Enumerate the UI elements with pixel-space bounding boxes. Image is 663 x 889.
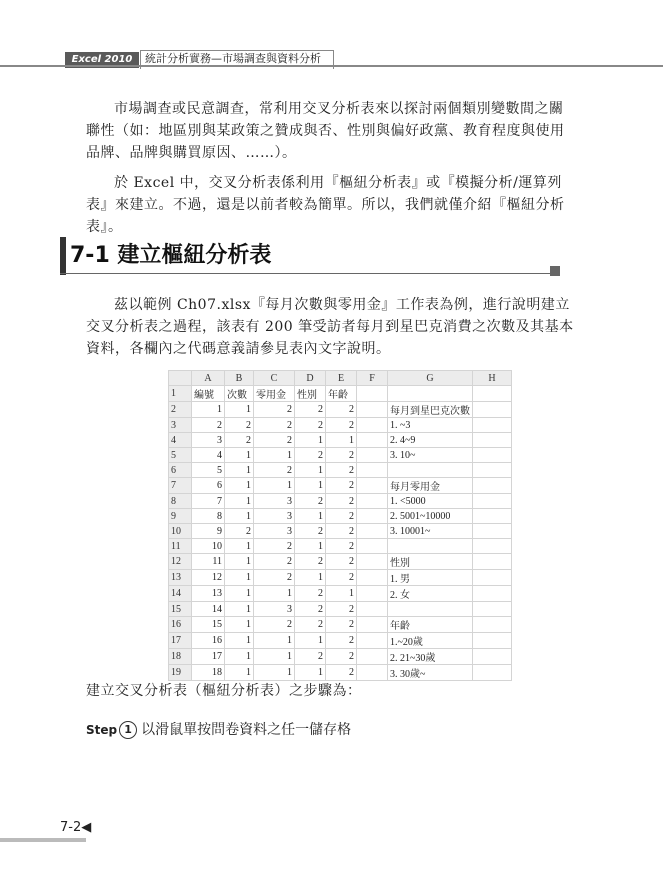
table-cell bbox=[357, 539, 388, 554]
table-cell bbox=[357, 402, 388, 418]
table-cell bbox=[357, 418, 388, 433]
table-cell: 6 bbox=[192, 478, 225, 494]
table-cell bbox=[388, 463, 473, 478]
table-cell bbox=[473, 509, 512, 524]
table-cell: 2 bbox=[254, 463, 295, 478]
table-cell bbox=[473, 554, 512, 570]
table-cell: 2 bbox=[295, 554, 326, 570]
section-title: 7-1 建立樞紐分析表 bbox=[70, 243, 272, 268]
table-cell: 2 bbox=[326, 448, 357, 463]
table-cell: 1 bbox=[225, 602, 254, 617]
table-cell bbox=[357, 509, 388, 524]
table-cell: 2. 4~9 bbox=[388, 433, 473, 448]
table-row bbox=[169, 478, 512, 494]
row-header: 7 bbox=[169, 478, 192, 494]
book-title: 統計分析實務—市場調查與資料分析 bbox=[145, 52, 321, 65]
table-cell: 2 bbox=[326, 665, 357, 681]
table-cell: 2 bbox=[326, 524, 357, 539]
row-header: 17 bbox=[169, 633, 192, 649]
table-row bbox=[169, 586, 512, 602]
row-header: 15 bbox=[169, 602, 192, 617]
method-paragraph: 於 Excel 中，交叉分析表係利用『樞紐分析表』或『模擬分析/運算列表』來建立。不過，還是以前者較為簡單。所以，我們就僅介紹『樞紐分析表』。 bbox=[86, 175, 565, 235]
table-cell bbox=[357, 554, 388, 570]
column-header: E bbox=[326, 371, 357, 386]
select-all-corner bbox=[169, 371, 192, 386]
table-cell bbox=[473, 524, 512, 539]
table-row bbox=[169, 524, 512, 539]
table-cell: 3. 10001~ bbox=[388, 524, 473, 539]
table-cell: 1 bbox=[225, 586, 254, 602]
row-header: 12 bbox=[169, 554, 192, 570]
table-cell: 18 bbox=[192, 665, 225, 681]
table-cell: 1.~20歲 bbox=[388, 633, 473, 649]
table-cell: 16 bbox=[192, 633, 225, 649]
table-cell bbox=[473, 633, 512, 649]
table-cell bbox=[473, 433, 512, 448]
table-cell: 2 bbox=[326, 494, 357, 509]
table-cell: 2 bbox=[225, 524, 254, 539]
table-cell: 年齡 bbox=[388, 617, 473, 633]
table-cell: 性別 bbox=[295, 386, 326, 402]
table-cell: 2 bbox=[326, 570, 357, 586]
table-cell: 2 bbox=[326, 649, 357, 665]
table-cell: 3 bbox=[192, 433, 225, 448]
table-cell: 1 bbox=[254, 665, 295, 681]
table-row bbox=[169, 494, 512, 509]
step-number-icon: 1 bbox=[119, 721, 137, 739]
row-header: 3 bbox=[169, 418, 192, 433]
table-cell: 2 bbox=[295, 649, 326, 665]
table-cell: 17 bbox=[192, 649, 225, 665]
table-cell: 1 bbox=[254, 478, 295, 494]
table-cell: 1 bbox=[295, 509, 326, 524]
table-cell: 1 bbox=[225, 478, 254, 494]
table-cell: 9 bbox=[192, 524, 225, 539]
table-cell bbox=[473, 478, 512, 494]
step-text: 以滑鼠單按問卷資料之任一儲存格 bbox=[141, 722, 352, 738]
book-series-badge: Excel 2010 bbox=[65, 52, 139, 68]
row-header: 1 bbox=[169, 386, 192, 402]
column-header: B bbox=[225, 371, 254, 386]
table-cell bbox=[473, 402, 512, 418]
table-cell: 2 bbox=[326, 602, 357, 617]
table-cell: 2 bbox=[326, 633, 357, 649]
table-cell bbox=[357, 633, 388, 649]
table-cell: 2 bbox=[254, 570, 295, 586]
page-arrow-icon: ◀ bbox=[81, 820, 92, 835]
table-cell: 1 bbox=[295, 570, 326, 586]
table-row bbox=[169, 448, 512, 463]
spreadsheet-screenshot bbox=[168, 370, 512, 681]
table-cell: 1 bbox=[254, 448, 295, 463]
row-header: 4 bbox=[169, 433, 192, 448]
table-row bbox=[169, 554, 512, 570]
table-cell bbox=[357, 649, 388, 665]
table-cell: 2 bbox=[295, 448, 326, 463]
table-cell: 4 bbox=[192, 448, 225, 463]
table-cell: 2 bbox=[295, 402, 326, 418]
table-cell: 2 bbox=[295, 586, 326, 602]
table-cell: 1 bbox=[254, 586, 295, 602]
table-cell: 2 bbox=[254, 554, 295, 570]
table-cell: 1 bbox=[295, 463, 326, 478]
table-row bbox=[169, 539, 512, 554]
table-cell: 1. 男 bbox=[388, 570, 473, 586]
table-cell: 3. 30歲~ bbox=[388, 665, 473, 681]
table-cell: 每月到星巴克次數 bbox=[388, 402, 473, 418]
column-header-row bbox=[169, 371, 512, 386]
table-cell: 1 bbox=[225, 539, 254, 554]
table-row bbox=[169, 649, 512, 665]
table-cell: 1 bbox=[254, 649, 295, 665]
table-cell bbox=[473, 586, 512, 602]
table-cell: 2. 21~30歲 bbox=[388, 649, 473, 665]
table-cell: 1 bbox=[225, 649, 254, 665]
table-cell bbox=[357, 433, 388, 448]
table-cell bbox=[473, 617, 512, 633]
table-cell: 1 bbox=[295, 633, 326, 649]
table-cell bbox=[357, 617, 388, 633]
table-cell: 3 bbox=[254, 524, 295, 539]
table-cell bbox=[357, 524, 388, 539]
table-cell: 3. 10~ bbox=[388, 448, 473, 463]
table-cell bbox=[473, 386, 512, 402]
section-marker bbox=[60, 237, 66, 275]
table-cell: 1 bbox=[295, 665, 326, 681]
section-rule bbox=[60, 273, 550, 274]
row-header: 9 bbox=[169, 509, 192, 524]
table-cell: 1 bbox=[225, 617, 254, 633]
table-cell: 2 bbox=[326, 539, 357, 554]
table-row bbox=[169, 402, 512, 418]
table-cell: 1 bbox=[225, 494, 254, 509]
row-header: 2 bbox=[169, 402, 192, 418]
column-header: D bbox=[295, 371, 326, 386]
table-cell: 2 bbox=[326, 418, 357, 433]
table-cell bbox=[473, 649, 512, 665]
table-cell: 3 bbox=[254, 494, 295, 509]
intro-paragraph: 市場調查或民意調查，常利用交叉分析表來以探討兩個類別變數間之關聯性（如：地區別與某政策之贊成與否、性別與偏好政黨、教育程度與使用品牌、品牌與購買原因、……）。 bbox=[86, 101, 565, 161]
row-header: 16 bbox=[169, 617, 192, 633]
table-row bbox=[169, 602, 512, 617]
table-cell: 7 bbox=[192, 494, 225, 509]
table-cell: 3 bbox=[254, 602, 295, 617]
table-cell bbox=[388, 386, 473, 402]
table-cell: 1 bbox=[225, 509, 254, 524]
table-cell: 年齡 bbox=[326, 386, 357, 402]
table-cell bbox=[473, 494, 512, 509]
column-header: G bbox=[388, 371, 473, 386]
table-cell bbox=[357, 386, 388, 402]
table-cell bbox=[473, 602, 512, 617]
table-cell: 1 bbox=[295, 478, 326, 494]
row-header: 14 bbox=[169, 586, 192, 602]
table-cell: 2 bbox=[254, 539, 295, 554]
table-cell: 1 bbox=[225, 665, 254, 681]
table-cell: 2 bbox=[295, 617, 326, 633]
table-cell: 2 bbox=[326, 509, 357, 524]
table-cell: 1 bbox=[192, 402, 225, 418]
table-cell bbox=[473, 448, 512, 463]
table-row bbox=[169, 418, 512, 433]
table-cell bbox=[473, 665, 512, 681]
table-cell: 14 bbox=[192, 602, 225, 617]
page-number: 7-2◀ bbox=[60, 820, 92, 835]
table-cell: 2 bbox=[225, 418, 254, 433]
table-cell: 1. <5000 bbox=[388, 494, 473, 509]
table-cell: 10 bbox=[192, 539, 225, 554]
table-row bbox=[169, 633, 512, 649]
table-cell: 11 bbox=[192, 554, 225, 570]
table-cell: 2 bbox=[254, 433, 295, 448]
table-row bbox=[169, 386, 512, 402]
table-row bbox=[169, 463, 512, 478]
table-cell bbox=[473, 418, 512, 433]
table-cell: 2 bbox=[326, 617, 357, 633]
table-cell: 2 bbox=[192, 418, 225, 433]
row-header: 13 bbox=[169, 570, 192, 586]
table-cell: 2 bbox=[326, 402, 357, 418]
step-label: Step bbox=[86, 723, 118, 737]
table-cell bbox=[357, 586, 388, 602]
column-header: H bbox=[473, 371, 512, 386]
table-cell: 2. 女 bbox=[388, 586, 473, 602]
table-cell: 1 bbox=[225, 463, 254, 478]
table-cell bbox=[357, 478, 388, 494]
table-cell bbox=[388, 539, 473, 554]
table-cell: 零用金 bbox=[254, 386, 295, 402]
table-cell: 12 bbox=[192, 570, 225, 586]
table-row bbox=[169, 509, 512, 524]
table-cell: 1 bbox=[225, 554, 254, 570]
table-cell: 1 bbox=[225, 633, 254, 649]
table-cell: 1 bbox=[326, 433, 357, 448]
table-cell bbox=[357, 602, 388, 617]
table-cell: 1. ~3 bbox=[388, 418, 473, 433]
table-cell: 2 bbox=[326, 478, 357, 494]
table-cell: 性別 bbox=[388, 554, 473, 570]
column-header: A bbox=[192, 371, 225, 386]
table-cell: 5 bbox=[192, 463, 225, 478]
table-cell: 2 bbox=[225, 433, 254, 448]
table-cell: 2 bbox=[254, 418, 295, 433]
table-cell bbox=[357, 494, 388, 509]
table-row bbox=[169, 617, 512, 633]
table-cell: 2 bbox=[295, 524, 326, 539]
table-cell: 2 bbox=[326, 554, 357, 570]
row-header: 18 bbox=[169, 649, 192, 665]
table-cell: 3 bbox=[254, 509, 295, 524]
table-cell: 2. 5001~10000 bbox=[388, 509, 473, 524]
table-cell bbox=[473, 570, 512, 586]
row-header: 8 bbox=[169, 494, 192, 509]
row-header: 5 bbox=[169, 448, 192, 463]
table-cell bbox=[357, 570, 388, 586]
table-cell: 1 bbox=[225, 402, 254, 418]
table-cell: 2 bbox=[254, 402, 295, 418]
table-cell: 1 bbox=[295, 539, 326, 554]
table-cell: 1 bbox=[225, 448, 254, 463]
row-header: 6 bbox=[169, 463, 192, 478]
step-1 bbox=[86, 720, 351, 740]
table-cell bbox=[473, 539, 512, 554]
steps-intro: 建立交叉分析表（樞紐分析表）之步驟為： bbox=[86, 683, 362, 699]
table-cell: 次數 bbox=[225, 386, 254, 402]
table-cell: 編號 bbox=[192, 386, 225, 402]
table-row bbox=[169, 433, 512, 448]
table-cell bbox=[357, 665, 388, 681]
footer-bar bbox=[0, 838, 86, 842]
table-cell: 13 bbox=[192, 586, 225, 602]
table-cell: 2 bbox=[295, 494, 326, 509]
example-paragraph: 茲以範例 Ch07.xlsx『每月次數與零用金』工作表為例，進行說明建立交叉分析表之過程，該表有 200 筆受訪者每月到星巴克消費之次數及其基本資料，各欄內之代碼意義請參見表內文字說明。 bbox=[86, 297, 574, 357]
row-header: 19 bbox=[169, 665, 192, 681]
table-cell: 2 bbox=[326, 463, 357, 478]
table-cell bbox=[388, 602, 473, 617]
table-cell: 每月零用金 bbox=[388, 478, 473, 494]
table-cell bbox=[473, 463, 512, 478]
table-cell: 8 bbox=[192, 509, 225, 524]
table-cell: 2 bbox=[254, 617, 295, 633]
row-header: 10 bbox=[169, 524, 192, 539]
table-cell: 1 bbox=[295, 433, 326, 448]
table-row bbox=[169, 665, 512, 681]
table-cell: 1 bbox=[254, 633, 295, 649]
table-cell bbox=[357, 463, 388, 478]
section-rule-end bbox=[550, 266, 560, 276]
table-cell: 1 bbox=[326, 586, 357, 602]
row-header: 11 bbox=[169, 539, 192, 554]
table-cell: 2 bbox=[295, 418, 326, 433]
table-cell: 1 bbox=[225, 570, 254, 586]
table-cell: 2 bbox=[295, 602, 326, 617]
table-cell: 15 bbox=[192, 617, 225, 633]
table-row bbox=[169, 570, 512, 586]
table-cell bbox=[357, 448, 388, 463]
column-header: C bbox=[254, 371, 295, 386]
header-rule bbox=[0, 65, 663, 67]
column-header: F bbox=[357, 371, 388, 386]
